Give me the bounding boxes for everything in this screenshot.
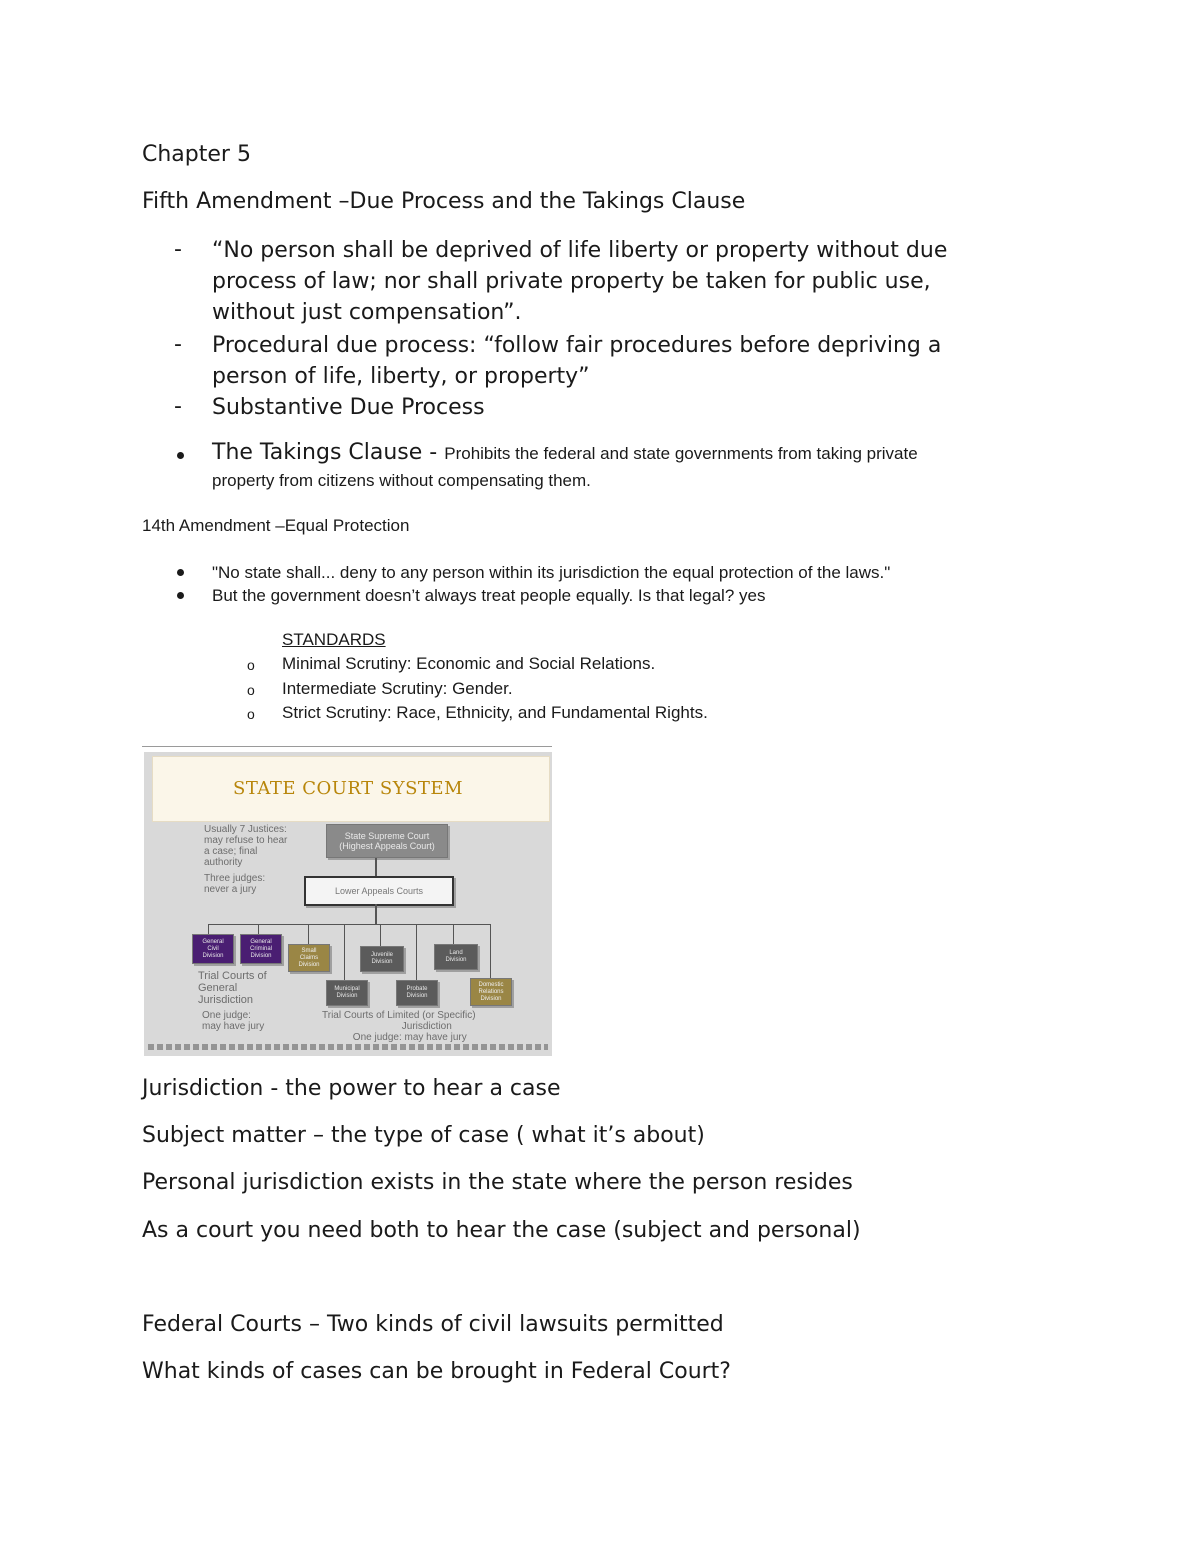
chapter-title: Chapter 5 — [142, 142, 251, 167]
standard-minimal: Minimal Scrutiny: Economic and Social Relations. — [282, 654, 656, 673]
state-supreme-court-box: State Supreme Court (Highest Appeals Court) — [326, 824, 448, 858]
takings-clause — [212, 440, 918, 465]
connector-line — [453, 924, 454, 944]
equal-treatment-note: But the government doesn’t always treat people equally. Is that legal? yes — [212, 586, 766, 605]
municipal-division-box: Municipal Division — [326, 980, 368, 1006]
fifth-amendment-heading: Fifth Amendment –Due Process and the Takings Clause — [142, 189, 746, 214]
bullet-dot — [177, 452, 184, 459]
lower-appeals-courts-box: Lower Appeals Courts — [304, 876, 454, 906]
takings-label: The Takings Clause - — [212, 440, 445, 465]
diagram-title: STATE COURT SYSTEM — [232, 778, 464, 799]
land-division-box: Land Division — [434, 944, 478, 970]
connector-line — [308, 924, 309, 944]
connector-line — [344, 924, 345, 980]
bullet-dot — [177, 592, 184, 599]
connector-line — [375, 904, 377, 924]
domestic-relations-division-box: Domestic Relations Division — [470, 978, 512, 1006]
fourteenth-amendment-heading: 14th Amendment –Equal Protection — [142, 516, 410, 535]
general-civil-division-box: General Civil Division — [192, 934, 234, 964]
dash-bullet: - — [174, 237, 182, 262]
circle-bullet: o — [247, 706, 255, 722]
horizontal-rule — [142, 746, 552, 747]
general-criminal-division-box: General Criminal Division — [240, 934, 282, 964]
personal-jurisdiction-definition: Personal jurisdiction exists in the state where the person resides — [142, 1170, 853, 1195]
diagram-footnote — [148, 1044, 548, 1050]
connector-line — [208, 924, 209, 934]
general-jurisdiction-note: One judge: may have jury — [202, 1010, 265, 1032]
federal-courts-heading: Federal Courts – Two kinds of civil lawsuits permitted — [142, 1312, 724, 1337]
list-item-procedural: Procedural due process: “follow fair procedures before depriving a person of life, liberty, or property” — [212, 333, 942, 389]
justices-note: Usually 7 Justices: may refuse to hear a case; final authority — [204, 824, 288, 868]
standard-strict: Strict Scrutiny: Race, Ethnicity, and Fundamental Rights. — [282, 703, 708, 722]
federal-courts-question: What kinds of cases can be brought in Federal Court? — [142, 1359, 731, 1384]
circle-bullet: o — [247, 682, 255, 698]
standard-intermediate: Intermediate Scrutiny: Gender. — [282, 679, 513, 698]
connector-line — [416, 924, 417, 980]
judges-note: Three judges: never a jury — [204, 873, 266, 895]
equal-protection-quote: "No state shall... deny to any person within its jurisdiction the equal protection of the laws." — [212, 563, 891, 582]
connector-line — [375, 858, 377, 876]
takings-text-1: Prohibits the federal and state governments from taking private — [444, 444, 918, 463]
circle-bullet: o — [247, 657, 255, 673]
small-claims-division-box: Small Claims Division — [288, 944, 330, 972]
dash-bullet: - — [174, 332, 182, 357]
court-requirements-note: As a court you need both to hear the case (subject and personal) — [142, 1218, 861, 1243]
connector-line — [380, 924, 381, 946]
general-jurisdiction-label: Trial Courts of General Jurisdiction — [198, 970, 267, 1006]
juvenile-division-box: Juvenile Division — [360, 946, 404, 972]
probate-division-box: Probate Division — [396, 980, 438, 1006]
limited-jurisdiction-label: Trial Courts of Limited (or Specific) Jurisdiction One judge: may have jury — [322, 1010, 476, 1043]
list-item-quote: “No person shall be deprived of life liberty or property without due process of law; nor shall private property be taken for public use, without just compensation”. — [212, 238, 948, 325]
bullet-dot — [177, 569, 184, 576]
dash-bullet: - — [174, 394, 182, 419]
connector-line — [490, 924, 491, 978]
takings-text-2: property from citizens without compensating them. — [212, 471, 591, 490]
state-court-system-diagram — [144, 752, 552, 1056]
list-item-substantive: Substantive Due Process — [212, 395, 485, 420]
standards-label: STANDARDS — [282, 630, 386, 649]
subject-matter-definition: Subject matter – the type of case ( what it’s about) — [142, 1123, 705, 1148]
connector-line — [258, 924, 259, 934]
connector-line — [208, 924, 490, 925]
jurisdiction-definition: Jurisdiction - the power to hear a case — [142, 1076, 561, 1101]
